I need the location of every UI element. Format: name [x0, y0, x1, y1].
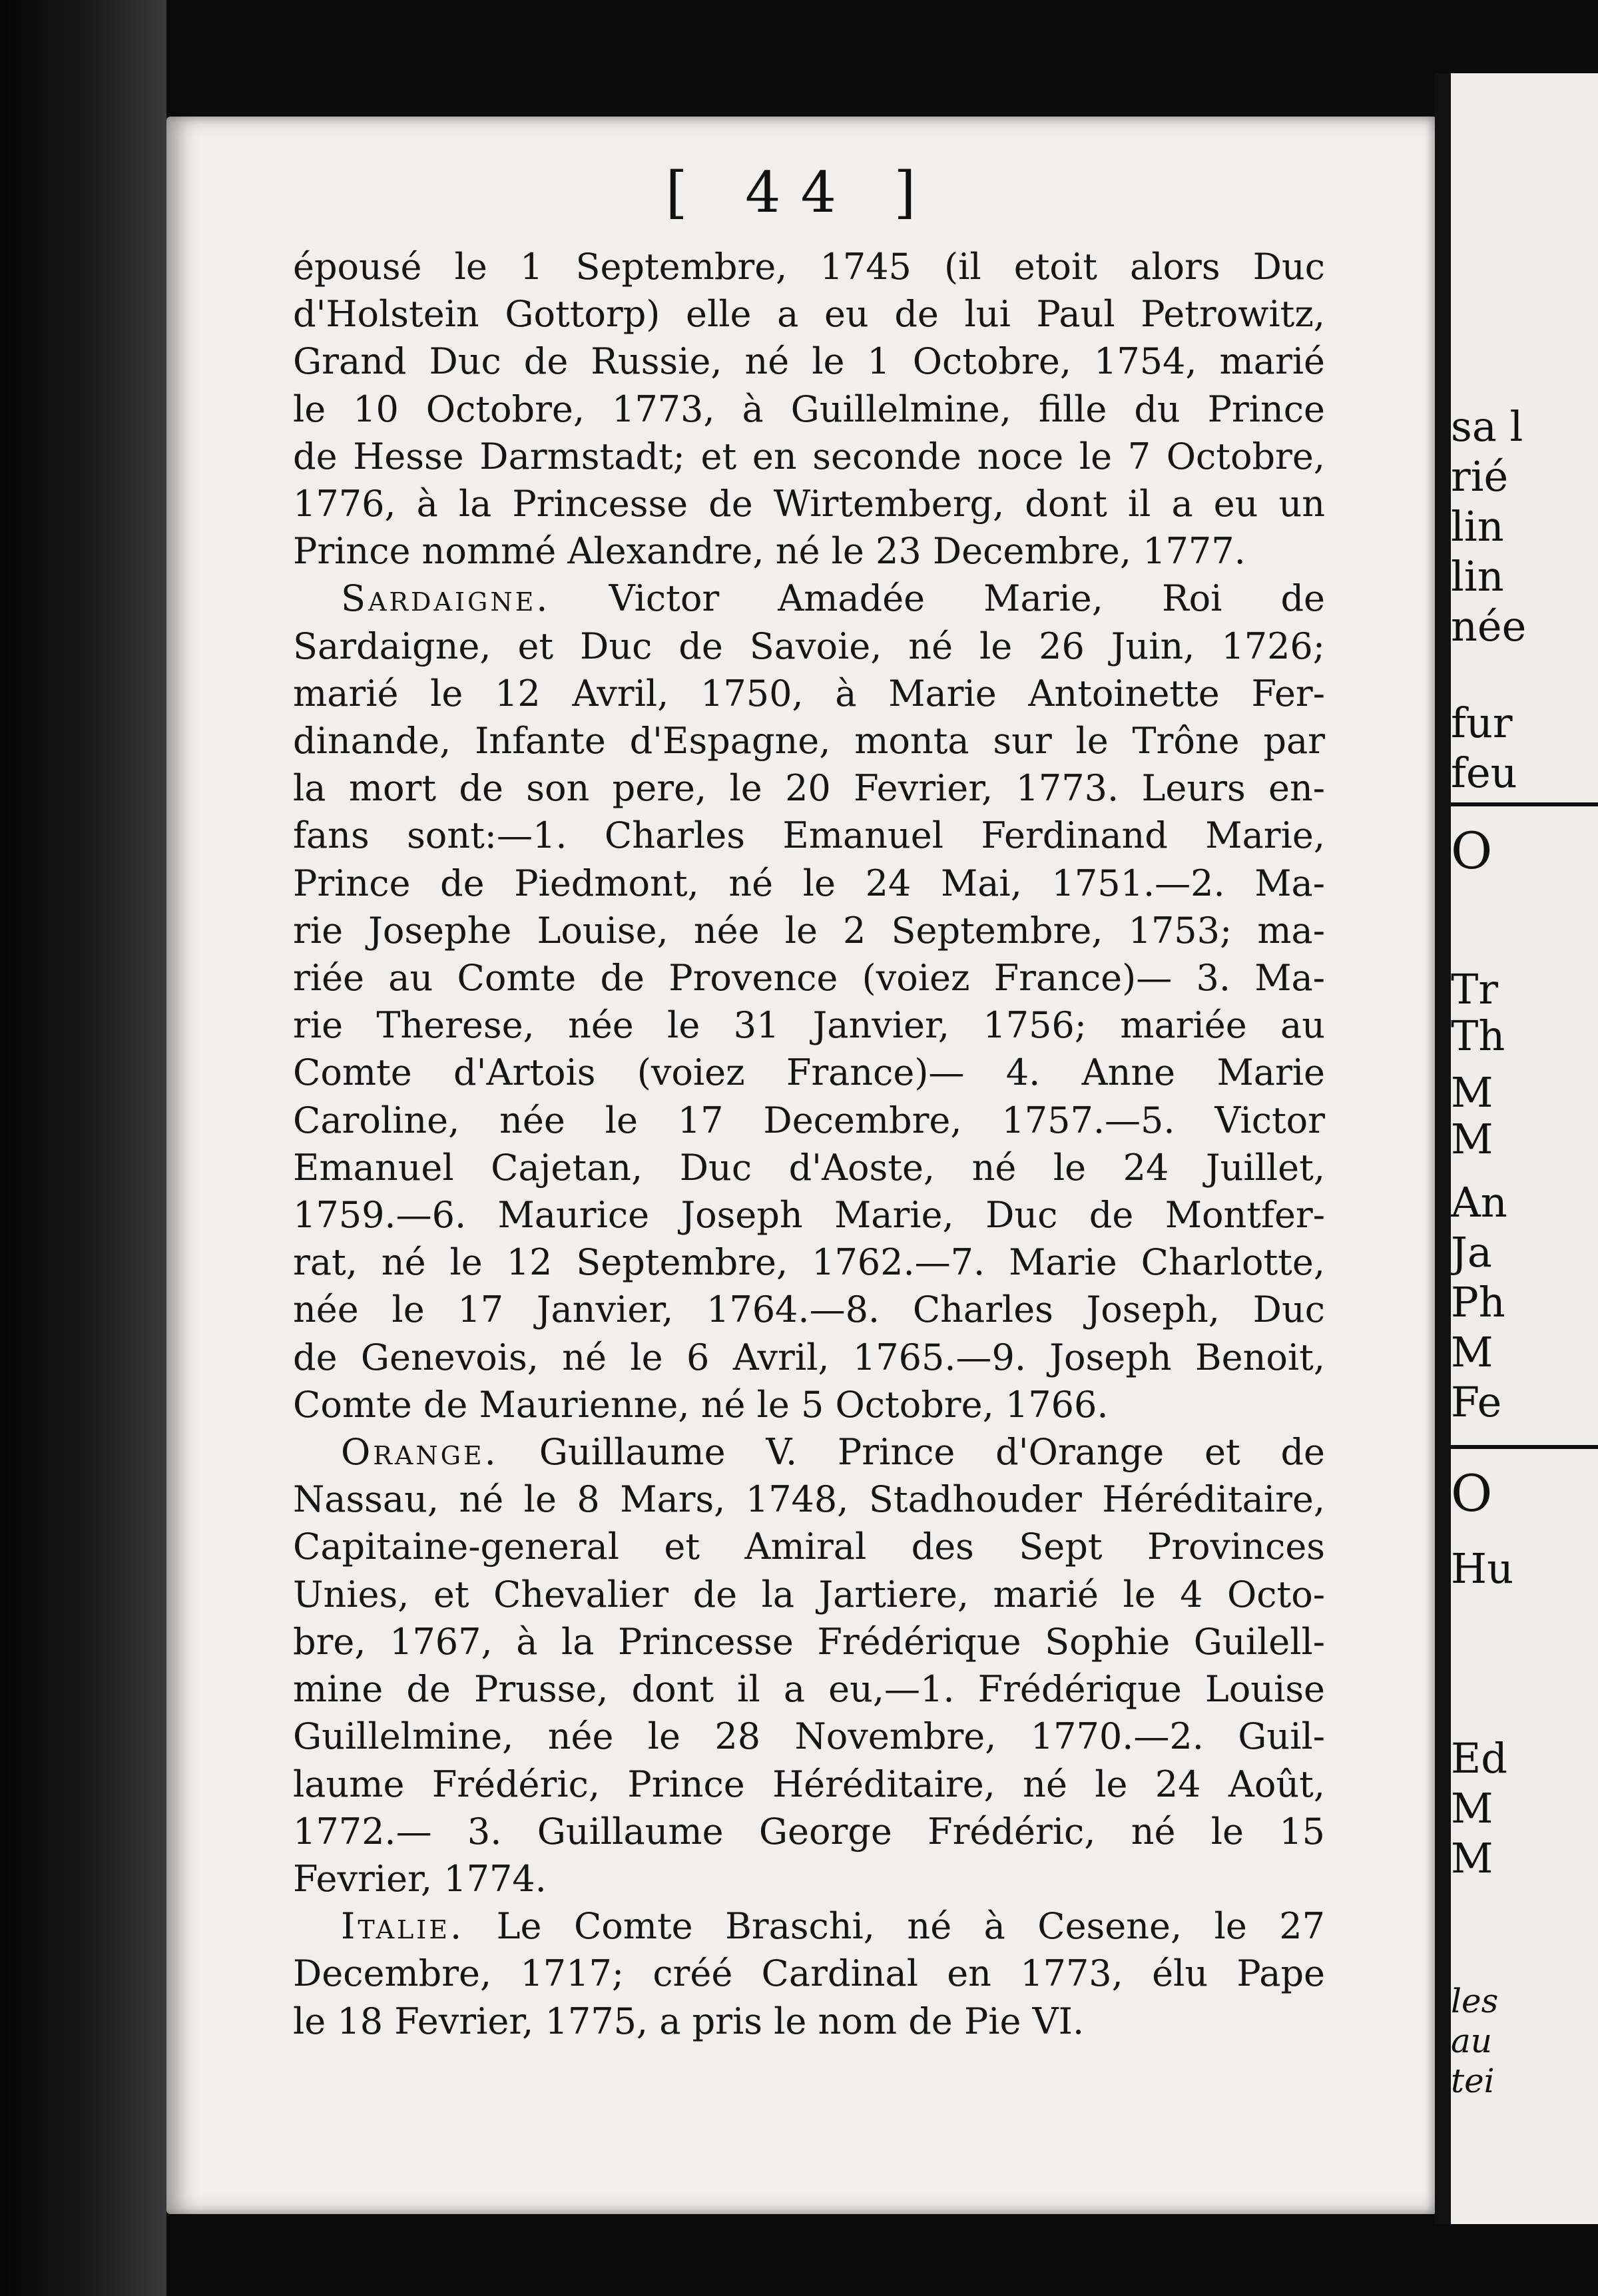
right-page-fragment: rié	[1451, 452, 1509, 501]
section-heading-italie: Italie.	[341, 1905, 465, 1948]
text-line: le 10 Octobre, 1773, à Guillelmine, fille du Prince	[293, 388, 1325, 430]
text-line: le 18 Fevrier, 1775, a pris le nom de Pie VI.	[293, 2000, 1085, 2042]
right-page-fragment: les	[1451, 1982, 1499, 2020]
right-page-fragment: tei	[1451, 2062, 1495, 2100]
text-line: riée au Comte de Provence (voiez France)— 3. Ma-	[293, 957, 1325, 1000]
text-line: Prince nommé Alexandre, né le 23 Decembre, 1777.	[293, 530, 1246, 573]
text-line-rest: Guillaume V. Prince d'Orange et de	[539, 1431, 1326, 1474]
text-line: 1776, à la Princesse de Wirtemberg, dont il a eu un	[293, 483, 1325, 525]
text-line: Prince de Piedmont, né le 24 Mai, 1751.—2. Ma-	[293, 862, 1325, 904]
section-heading-sardaigne: Sardaigne.	[341, 577, 551, 620]
text-line: Decembre, 1717; créé Cardinal en 1773, élu Pape	[293, 1952, 1325, 1995]
page-gutter	[1435, 73, 1451, 2224]
text-line: rat, né le 12 Septembre, 1762.—7. Marie Charlotte,	[293, 1241, 1325, 1284]
text-line: née le 17 Janvier, 1764.—8. Charles Joseph, Duc	[293, 1289, 1325, 1331]
right-page-fragment: M	[1451, 1834, 1493, 1882]
right-page-fragment: Ph	[1451, 1278, 1505, 1326]
book-binding	[0, 0, 166, 2296]
text-line: d'Holstein Gottorp) elle a eu de lui Paul Petrowitz,	[293, 293, 1325, 336]
right-page-fragment: M	[1451, 1328, 1493, 1376]
right-page-fragment: M	[1451, 1784, 1493, 1833]
right-page-fragment: Th	[1451, 1011, 1505, 1060]
text-line: 1772.— 3. Guillaume George Frédéric, né le 15	[293, 1810, 1325, 1853]
text-line: 1759.—6. Maurice Joseph Marie, Duc de Montfer-	[293, 1194, 1325, 1237]
text-line: de Hesse Darmstadt; et en seconde noce le 7 Octobre,	[293, 435, 1325, 477]
right-page-fragment: O	[1451, 1464, 1493, 1523]
right-page-fragment: au	[1451, 2022, 1493, 2060]
right-page-partial	[1451, 73, 1598, 2224]
right-page-fragment: sa l	[1451, 402, 1523, 451]
section-italie-first-line	[293, 1902, 1325, 1950]
right-page-fragment: M	[1451, 1068, 1493, 1117]
right-page-fragment: O	[1451, 821, 1493, 880]
text-line-rest: Le Comte Braschi, né à Cesene, le 27	[496, 1905, 1325, 1948]
right-page-fragment: Ed	[1451, 1734, 1507, 1783]
right-page-fragment: Hu	[1451, 1544, 1513, 1593]
text-line: Fevrier, 1774.	[293, 1857, 547, 1900]
right-page-fragment: An	[1451, 1178, 1507, 1227]
text-line: Capitaine-general et Amiral des Sept Provinces	[293, 1526, 1325, 1568]
right-page-fragment: lin	[1451, 552, 1504, 601]
right-page-fragment: Ja	[1451, 1228, 1492, 1277]
text-line: Comte de Maurienne, né le 5 Octobre, 1766.	[293, 1383, 1109, 1426]
text-line: laume Frédéric, Prince Héréditaire, né le 24 Août,	[293, 1763, 1325, 1805]
page-number: [ 44 ]	[665, 160, 936, 225]
text-line: rie Josephe Louise, née le 2 Septembre, 1753; ma-	[293, 909, 1325, 952]
text-line: marié le 12 Avril, 1750, à Marie Antoinette Fer-	[293, 672, 1325, 715]
text-line-rest: Victor Amadée Marie, Roi de	[609, 577, 1325, 620]
text-line: Sardaigne, et Duc de Savoie, né le 26 Juin, 1726;	[293, 625, 1325, 667]
right-page-fragment: M	[1451, 1115, 1493, 1163]
section-orange-first-line	[293, 1428, 1325, 1476]
text-line: Nassau, né le 8 Mars, 1748, Stadhouder Héréditaire,	[293, 1478, 1325, 1521]
right-page-fragment: née	[1451, 602, 1527, 651]
right-page-rule	[1451, 1445, 1598, 1449]
text-line: Caroline, née le 17 Decembre, 1757.—5. Victor	[293, 1099, 1325, 1141]
text-line: dinande, Infante d'Espagne, monta sur le Trône par	[293, 720, 1325, 762]
section-heading-orange: Orange.	[341, 1431, 499, 1474]
text-line: Unies, et Chevalier de la Jartiere, marié le 4 Octo-	[293, 1573, 1325, 1615]
body-text	[293, 243, 1325, 2045]
text-line: fans sont:—1. Charles Emanuel Ferdinand Marie,	[293, 814, 1325, 857]
text-line: la mort de son pere, le 20 Fevrier, 1773. Leurs en-	[293, 767, 1325, 810]
text-line: Guillelmine, née le 28 Novembre, 1770.—2. Guil-	[293, 1715, 1325, 1758]
text-line: rie Therese, née le 31 Janvier, 1756; mariée au	[293, 1004, 1325, 1047]
text-line: mine de Prusse, dont il a eu,—1. Frédérique Louise	[293, 1668, 1325, 1711]
text-line: de Genevois, né le 6 Avril, 1765.—9. Joseph Benoit,	[293, 1336, 1325, 1378]
right-page-fragment: Fe	[1451, 1378, 1502, 1426]
right-page-fragment: feu	[1451, 748, 1517, 797]
text-line: Grand Duc de Russie, né le 1 Octobre, 1754, marié	[293, 340, 1325, 383]
text-line: bre, 1767, à la Princesse Frédérique Sophie Guilell-	[293, 1620, 1325, 1663]
text-line: Emanuel Cajetan, Duc d'Aoste, né le 24 Juillet,	[293, 1146, 1325, 1189]
text-line: Comte d'Artois (voiez France)— 4. Anne Marie	[293, 1051, 1325, 1094]
right-page-rule	[1451, 802, 1598, 806]
right-page-fragment: Tr	[1451, 965, 1498, 1013]
right-page-fragment: lin	[1451, 502, 1504, 551]
right-page-fragment: fur	[1451, 699, 1513, 747]
section-sardaigne-first-line	[293, 575, 1325, 622]
text-line: épousé le 1 Septembre, 1745 (il etoit alors Duc	[293, 246, 1325, 288]
